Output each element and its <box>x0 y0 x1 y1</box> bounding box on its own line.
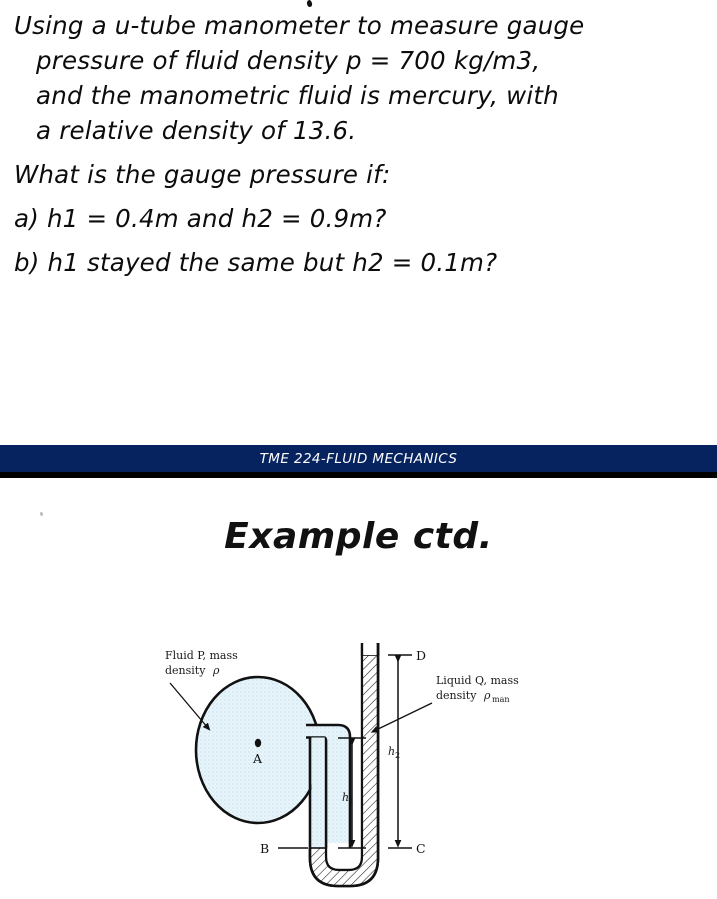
slide-problem-statement <box>0 0 717 445</box>
problem-line: a relative density of 13.6. <box>36 116 357 145</box>
problem-line: and the manometric fluid is mercury, with <box>36 81 559 110</box>
svg-text:density: density <box>165 664 206 677</box>
point-c-label: C <box>416 841 426 856</box>
svg-text:man: man <box>492 695 510 704</box>
fluid-bulb <box>196 677 320 823</box>
fluid-p-callout-arrow <box>170 683 208 728</box>
svg-text:h: h <box>388 745 396 758</box>
page-title: Example ctd. <box>224 516 493 557</box>
point-a-label: A <box>253 751 263 766</box>
liquid-q-callout <box>374 674 519 731</box>
svg-text:density: density <box>436 689 477 702</box>
problem-line-option-b: b) h1 stayed the same but h2 = 0.1m? <box>14 248 498 277</box>
svg-text:h: h <box>342 791 350 804</box>
course-banner <box>0 445 717 472</box>
liquid-q-callout-arrow <box>374 703 432 731</box>
problem-line-option-a: a) h1 = 0.4m and h2 = 0.9m? <box>14 204 387 233</box>
svg-text:2: 2 <box>395 751 401 760</box>
stray-ink-dot-top <box>306 0 312 7</box>
point-d-label: D <box>416 648 427 663</box>
course-banner-label: TME 224-FLUID MECHANICS <box>259 450 458 467</box>
svg-text:ρ: ρ <box>213 664 220 677</box>
svg-text:Liquid Q, mass: Liquid Q, mass <box>436 674 519 687</box>
point-b-label: B <box>260 841 270 856</box>
problem-line: pressure of fluid density p = 700 kg/m3, <box>36 46 541 75</box>
problem-line: What is the gauge pressure if: <box>14 160 391 189</box>
fluid-p-column <box>311 738 324 848</box>
problem-line: Using a u-tube manometer to measure gauge <box>14 11 585 40</box>
svg-text:1: 1 <box>349 797 355 806</box>
svg-text:Fluid P, mass: Fluid P, mass <box>165 649 238 662</box>
svg-text:ρ: ρ <box>484 689 491 702</box>
slide-example-continued <box>0 478 717 899</box>
u-tube-manometer-figure <box>160 643 590 893</box>
point-a-marker <box>255 739 261 747</box>
problem-statement-text <box>14 8 704 280</box>
